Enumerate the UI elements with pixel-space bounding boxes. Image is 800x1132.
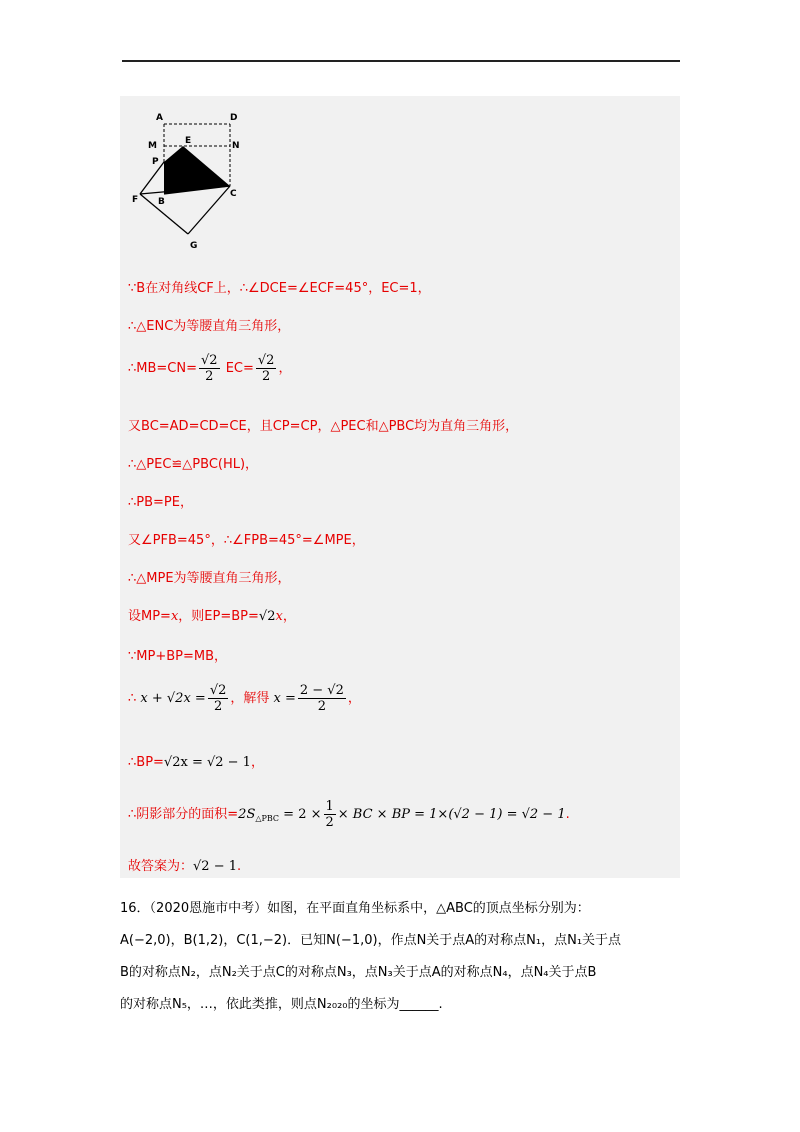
label-D: D <box>230 113 238 123</box>
solution-line-6: ∴PB=PE， <box>128 495 193 510</box>
text-seg: ， <box>347 691 361 706</box>
var-x: x <box>170 609 179 624</box>
text-seg: ∴BP= <box>128 755 164 770</box>
text-seg: ∴ <box>128 691 141 706</box>
header-rule <box>122 60 680 62</box>
label-F: F <box>132 195 139 205</box>
label-N: N <box>232 141 240 151</box>
equation: × BC × BP = 1×(√2 − 1) = √2 − 1 <box>337 807 566 822</box>
solution-line-4: 又BC=AD=CD=CE，且CP=CP，△PEC和△PBC均为直角三角形， <box>128 419 519 434</box>
solution-line-7: 又∠PFB=45°，∴∠FPB=45°=∠MPE， <box>128 533 365 548</box>
denominator: 2 <box>205 369 214 384</box>
fraction <box>256 354 277 383</box>
fraction <box>324 800 336 829</box>
solution-line-14 <box>128 860 241 873</box>
equation: x = <box>273 691 296 706</box>
label-M: M <box>148 141 157 151</box>
numerator: √2 <box>201 353 218 368</box>
geometry-figure <box>130 104 350 264</box>
solution-line-1: ∵B在对角线CF上，∴∠DCE=∠ECF=45°，EC=1， <box>128 281 431 296</box>
fraction <box>199 354 220 383</box>
text-seg: ∴阴影部分的面积= <box>128 807 239 822</box>
question-line-3: B的对称点N₂，点N₂关于点C的对称点N₃，点N₃关于点A的对称点N₄，点N₄关于点B <box>120 965 597 980</box>
label-A: A <box>156 113 163 123</box>
label-C: C <box>230 189 237 199</box>
question-line-1: 16．（2020恩施市中考）如图，在平面直角坐标系中，△ABC的顶点坐标分别为： <box>120 901 590 916</box>
fraction <box>208 684 229 713</box>
question-line-2: A(−2,0)，B(1,2)，C(1,−2)．已知N(−1,0)，作点N关于点A的对称点N₁，点N₁关于点 <box>120 933 622 948</box>
text-seg: . <box>565 807 570 822</box>
label-P: P <box>152 157 159 167</box>
label-G: G <box>190 241 198 251</box>
text-seg: ， <box>282 609 296 624</box>
equation: 2S <box>238 807 256 822</box>
equation: x + √2x = <box>140 691 206 706</box>
solution-line-5: ∴△PEC≌△PBC(HL)， <box>128 457 259 472</box>
sqrt2: √2 <box>258 609 276 624</box>
text-seg: ， <box>250 755 264 770</box>
text-seg: ， <box>278 361 292 376</box>
solution-line-2: ∴△ENC为等腰直角三角形， <box>128 319 291 334</box>
question-line-4: 的对称点N₅，…，依此类推，则点N₂₀₂₀的坐标为______. <box>120 997 443 1012</box>
denominator: 2 <box>325 815 334 830</box>
label-E: E <box>185 136 192 146</box>
solution-line-8: ∴△MPE为等腰直角三角形， <box>128 571 291 586</box>
solution-line-12 <box>128 756 264 769</box>
answer: √2 − 1 <box>193 859 237 874</box>
equation: = 2 × <box>279 807 322 822</box>
numerator: √2 <box>209 683 227 698</box>
subscript: △PBC <box>255 814 280 823</box>
solution-line-10: ∵MP+BP=MB， <box>128 649 228 664</box>
solution-line-13 <box>128 800 570 829</box>
numerator: 2 − √2 <box>299 683 344 698</box>
denominator: 2 <box>317 699 326 714</box>
text-seg: 设MP= <box>128 609 171 624</box>
fraction <box>298 684 346 713</box>
denominator: 2 <box>262 369 271 384</box>
numerator: √2 <box>257 353 275 368</box>
text-seg: EC= <box>221 361 254 376</box>
text-seg: ∴MB=CN= <box>128 361 197 376</box>
text-seg: . <box>237 859 242 874</box>
text-seg: ，则EP=BP= <box>178 609 259 624</box>
label-B: B <box>158 197 165 207</box>
var-x: x <box>275 609 283 624</box>
solution-box <box>120 96 680 878</box>
equation: √2x = √2 − 1 <box>163 755 251 770</box>
text-seg: 故答案为： <box>128 859 194 874</box>
solution-line-9 <box>128 610 296 623</box>
numerator: 1 <box>325 799 334 814</box>
solution-line-3 <box>128 354 291 383</box>
solution-line-11 <box>128 684 361 713</box>
denominator: 2 <box>213 699 223 714</box>
text-seg: ，解得 <box>230 691 274 706</box>
